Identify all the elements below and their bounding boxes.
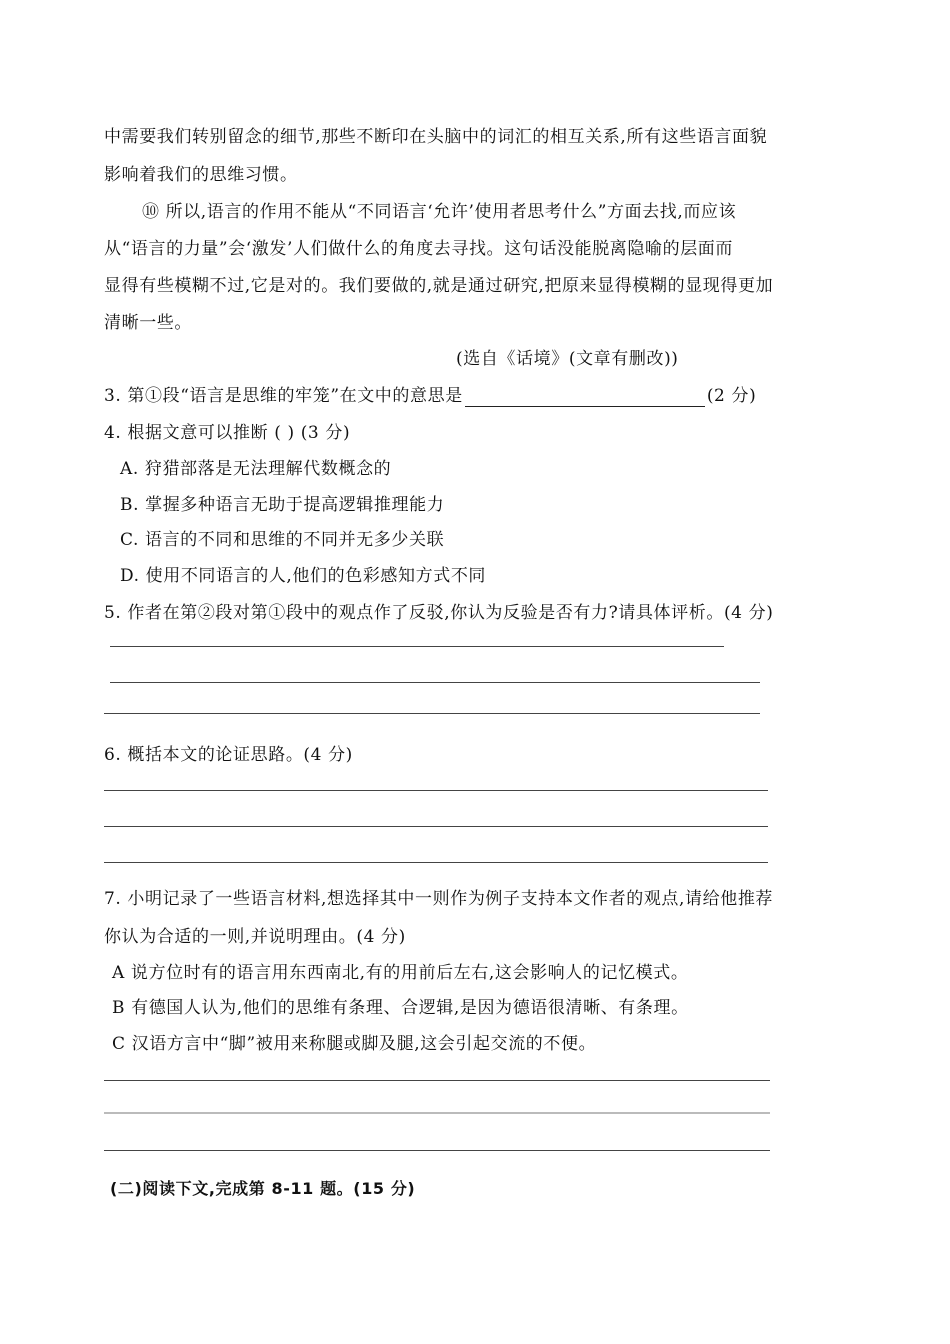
answer-blank-q3[interactable] — [465, 388, 705, 407]
answer-line-q5-1[interactable] — [110, 646, 724, 647]
passage-p10-line1: ⑩ 所以,语言的作用不能从“不同语言‘允许’使用者思考什么”方面去找,而应该 — [142, 202, 737, 222]
answer-line-q7-3[interactable] — [104, 1150, 770, 1151]
passage-p10-line2: 从“语言的力量”会‘激发’人们做什么的角度去寻找。这句话没能脱离隐喻的层面而 — [104, 239, 733, 259]
q4-option-a: A. 狩猎部落是无法理解代数概念的 — [120, 459, 392, 479]
question-7-line1: 7. 小明记录了一些语言材料,想选择其中一则作为例子支持本文作者的观点,请给他推荐 — [104, 889, 774, 909]
answer-line-q6-1[interactable] — [104, 790, 768, 791]
question-6: 6. 概括本文的论证思路。(4 分) — [104, 745, 353, 765]
section-2-heading: (二)阅读下文,完成第 8-11 题。(15 分) — [110, 1179, 416, 1198]
q7-option-c: C 汉语方言中“脚”被用来称腿或脚及腿,这会引起交流的不便。 — [112, 1034, 597, 1054]
answer-line-q5-3[interactable] — [104, 713, 760, 714]
question-3-text: 3. 第①段“语言是思维的牢笼”在文中的意思是 — [104, 386, 463, 406]
question-3 — [104, 385, 756, 407]
passage-source: (选自《话境》(文章有删改)) — [456, 349, 679, 369]
answer-line-q7-1[interactable] — [104, 1080, 770, 1081]
q4-option-b: B. 掌握多种语言无助于提高逻辑推理能力 — [120, 495, 445, 515]
q7-option-b: B 有德国人认为,他们的思维有条理、合逻辑,是因为德语很清晰、有条理。 — [112, 998, 689, 1018]
answer-line-q7-2[interactable] — [104, 1112, 770, 1114]
question-5: 5. 作者在第②段对第①段中的观点作了反驳,你认为反验是否有力?请具体评析。(4 分) — [104, 603, 774, 623]
passage-p9-line1: 中需要我们转别留念的细节,那些不断印在头脑中的词汇的相互关系,所有这些语言面貌 — [104, 127, 768, 147]
q4-option-c: C. 语言的不同和思维的不同并无多少关联 — [120, 530, 445, 550]
question-4: 4. 根据文意可以推断 ( ) (3 分) — [104, 423, 351, 443]
q7-option-a: A 说方位时有的语言用东西南北,有的用前后左右,这会影响人的记忆模式。 — [112, 963, 689, 983]
passage-p10-line3: 显得有些模糊不过,它是对的。我们要做的,就是通过研究,把原来显得模糊的显现得更加 — [104, 276, 774, 296]
question-7-line2: 你认为合适的一则,并说明理由。(4 分) — [104, 927, 406, 947]
question-3-score: (2 分) — [706, 386, 757, 406]
answer-line-q5-2[interactable] — [110, 682, 760, 683]
q4-option-d: D. 使用不同语言的人,他们的色彩感知方式不同 — [120, 566, 487, 586]
passage-p9-line2: 影响着我们的思维习惯。 — [104, 165, 298, 185]
answer-line-q6-3[interactable] — [104, 862, 768, 863]
answer-line-q6-2[interactable] — [104, 826, 768, 827]
passage-p10-line4: 清晰一些。 — [104, 313, 192, 333]
